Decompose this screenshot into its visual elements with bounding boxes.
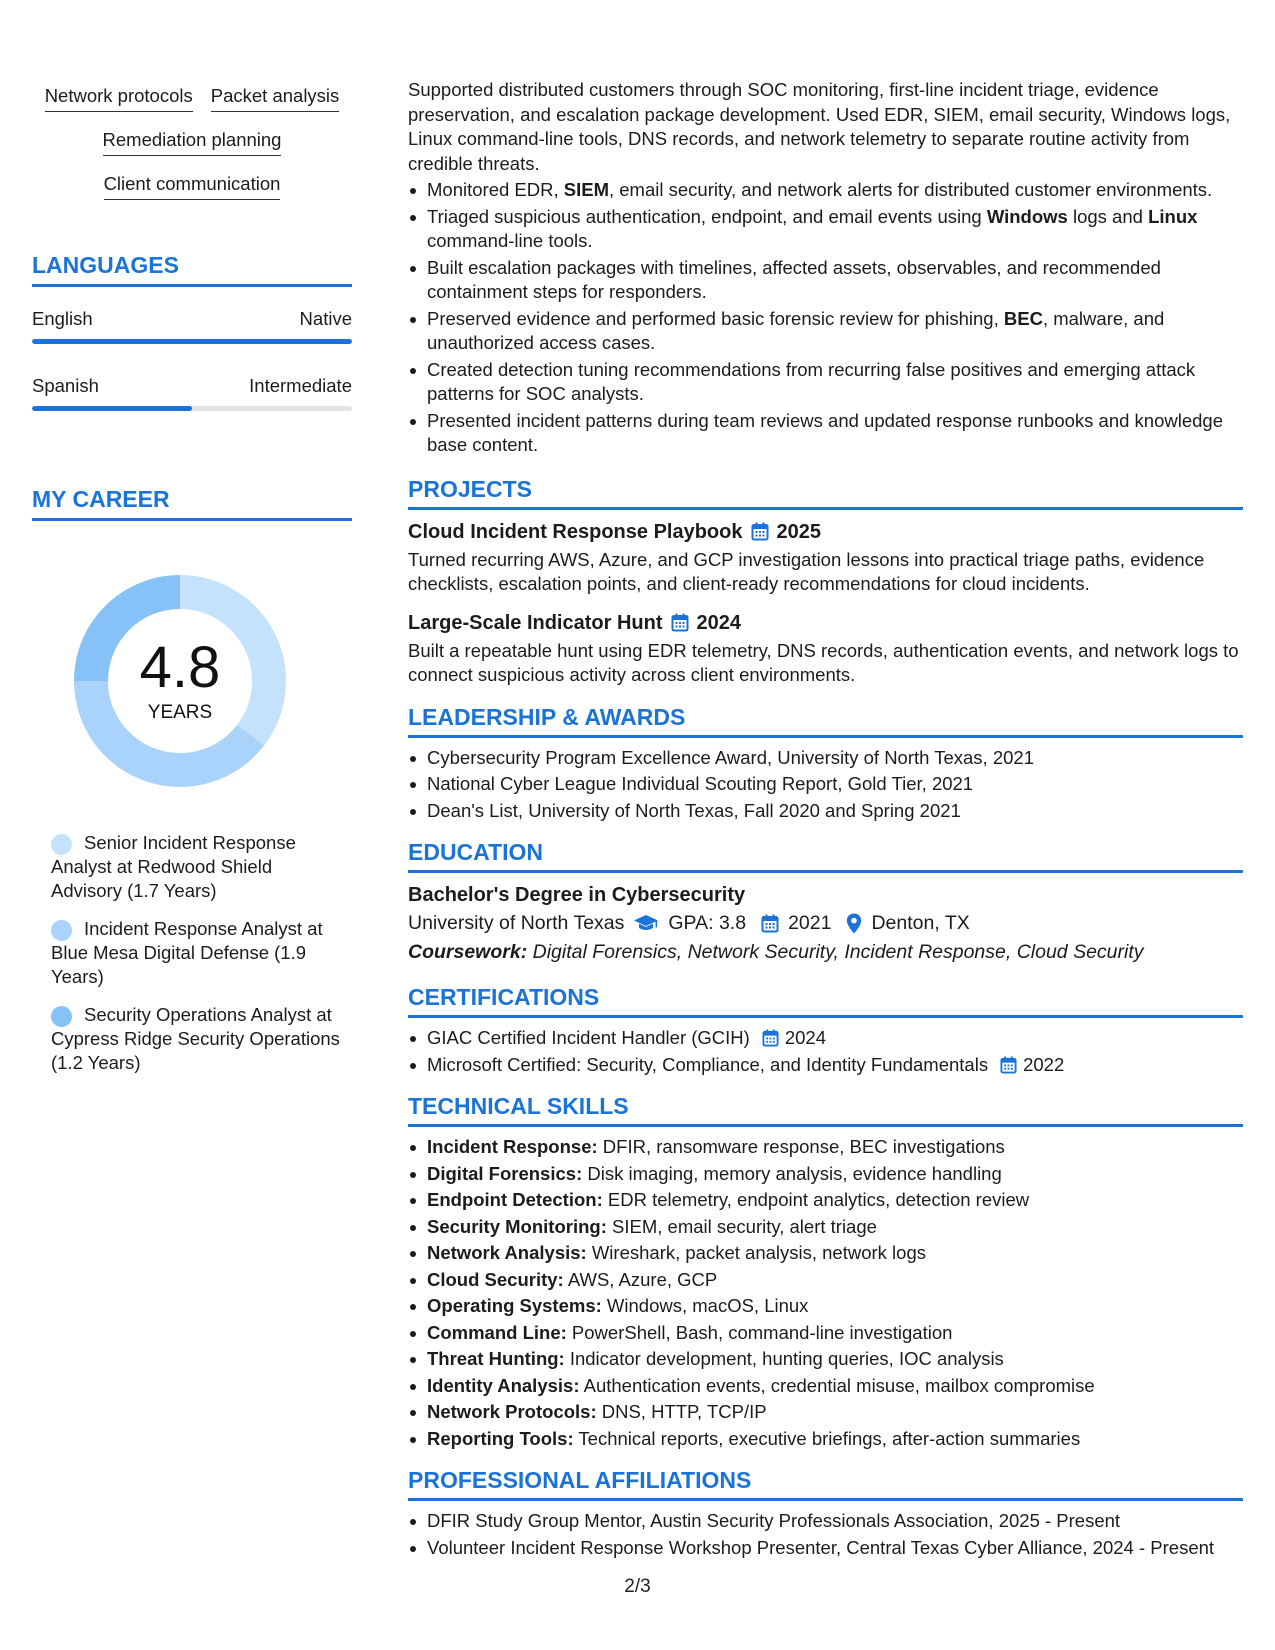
skill-value: PowerShell, Bash, command-line investigation — [571, 1321, 953, 1343]
skill-label: Security Monitoring: — [427, 1215, 607, 1237]
bullet-text: Triaged suspicious authentication, endpoint, and email events using — [427, 205, 987, 227]
skill-value: Technical reports, executive briefings, after-action summaries — [578, 1427, 1081, 1449]
list-item: National Cyber League Individual Scouting Report, Gold Tier, 2021 — [408, 772, 1243, 797]
skill-value: Indicator development, hunting queries, IOC analysis — [569, 1348, 1004, 1369]
career-legend — [32, 831, 352, 1075]
skill-item — [408, 1135, 1243, 1160]
skill-label: Identity Analysis: — [427, 1374, 580, 1396]
career-heading: MY CAREER — [32, 484, 352, 521]
school-name: University of North Texas — [408, 912, 625, 934]
skill-tag: Network protocols — [45, 84, 193, 112]
list-item: DFIR Study Group Mentor, Austin Security Professionals Association, 2025 - Present — [408, 1509, 1243, 1534]
project-item — [408, 518, 1243, 597]
experience-bullets — [408, 178, 1243, 458]
education-heading: EDUCATION — [408, 837, 1243, 873]
skill-label: Digital Forensics: — [427, 1162, 583, 1184]
legend-dot — [51, 920, 72, 941]
career-legend-item — [51, 831, 341, 903]
page-number: 2/3 — [624, 1576, 651, 1597]
bullet-text: Monitored EDR, — [427, 179, 564, 200]
experience-bullet — [408, 358, 1243, 407]
bullet-text: , email security, and network alerts for distributed customer environments. — [608, 179, 1213, 200]
project-title: Cloud Incident Response Playbook — [408, 520, 743, 543]
certification-item — [408, 1053, 1243, 1078]
graduation-year: 2021 — [788, 912, 832, 934]
skill-item — [408, 1188, 1243, 1213]
calendar-icon — [1000, 1056, 1017, 1074]
bullet-keyword: SIEM — [563, 179, 609, 200]
language-name: English — [32, 308, 93, 329]
certification-name: GIAC Certified Incident Handler (GCIH) — [427, 1027, 750, 1048]
education-item — [408, 881, 1243, 966]
career-total-years: 4.8 — [139, 635, 221, 700]
experience-bullet — [408, 256, 1243, 305]
technical-skills-list — [408, 1135, 1243, 1451]
project-title: Large-Scale Indicator Hunt — [408, 611, 663, 634]
certifications-list — [408, 1026, 1243, 1077]
affiliations-list — [408, 1509, 1243, 1560]
career-donut-chart — [64, 565, 296, 797]
bullet-text: Built escalation packages with timelines, affected assets, observables, and recommended containment steps for responders. — [427, 256, 1161, 302]
projects-heading: PROJECTS — [408, 474, 1243, 510]
project-year: 2024 — [696, 611, 741, 634]
technical-skills-heading: TECHNICAL SKILLS — [408, 1091, 1243, 1127]
language-level-bar — [32, 339, 352, 344]
list-item: Volunteer Incident Response Workshop Presenter, Central Texas Cyber Alliance, 2024 - Present — [408, 1536, 1243, 1561]
coursework — [408, 938, 1243, 966]
skill-value: DNS, HTTP, TCP/IP — [601, 1401, 767, 1422]
career-section — [32, 484, 352, 1075]
graduation-cap-icon — [633, 913, 659, 933]
career-legend-item — [51, 1003, 341, 1075]
languages-section — [32, 250, 352, 411]
bullet-keyword: BEC — [1003, 307, 1043, 329]
career-legend-text: Senior Incident Response Analyst at Redwood Shield Advisory (1.7 Years) — [51, 832, 296, 901]
skill-label: Network Analysis: — [427, 1242, 587, 1263]
certification-name: Microsoft Certified: Security, Compliance, and Identity Fundamentals — [427, 1053, 989, 1075]
skill-item — [408, 1241, 1243, 1266]
skill-item — [408, 1215, 1243, 1240]
skill-tag: Packet analysis — [211, 84, 340, 112]
skill-tag: Remediation planning — [103, 128, 282, 156]
certification-item — [408, 1026, 1243, 1051]
skill-label: Command Line: — [427, 1321, 567, 1343]
skill-value: Windows, macOS, Linux — [606, 1295, 809, 1316]
certification-year: 2022 — [1023, 1053, 1065, 1075]
degree-title: Bachelor's Degree in Cybersecurity — [408, 884, 746, 906]
coursework-value: Digital Forensics, Network Security, Incident Response, Cloud Security — [532, 941, 1144, 963]
career-legend-text: Incident Response Analyst at Blue Mesa Digital Defense (1.9 Years) — [51, 918, 323, 987]
skill-value: SIEM, email security, alert triage — [612, 1215, 877, 1237]
skill-tag: Client communication — [104, 172, 281, 200]
leadership-list — [408, 746, 1243, 824]
language-item — [32, 307, 352, 344]
skill-value: EDR telemetry, endpoint analytics, detection review — [607, 1189, 1030, 1210]
language-level: Native — [299, 308, 352, 329]
skill-item — [408, 1294, 1243, 1319]
calendar-icon — [762, 1029, 779, 1047]
leadership-heading: LEADERSHIP & AWARDS — [408, 702, 1243, 738]
skill-item — [408, 1427, 1243, 1452]
bullet-keyword: Linux — [1148, 205, 1198, 227]
sidebar — [32, 84, 352, 1089]
bullet-text: Created detection tuning recommendations from recurring false positives and emerging attack patterns for SOC analysts. — [427, 358, 1196, 404]
skill-label: Cloud Security: — [427, 1268, 564, 1290]
career-legend-item — [51, 917, 341, 989]
language-level-fill — [32, 339, 352, 344]
project-description: Built a repeatable hunt using EDR telemetry, DNS records, authentication events, and network logs to connect suspicious activity across client environments. — [408, 639, 1239, 685]
skill-label: Operating Systems: — [427, 1295, 602, 1316]
bullet-text: Preserved evidence and performed basic forensic review for phishing, — [427, 307, 1004, 329]
affiliations-heading: PROFESSIONAL AFFILIATIONS — [408, 1465, 1243, 1501]
calendar-icon — [761, 914, 779, 933]
certification-year: 2024 — [784, 1027, 826, 1048]
career-total-unit: YEARS — [147, 702, 213, 723]
skill-value: Authentication events, credential misuse, mailbox compromise — [583, 1374, 1095, 1396]
skill-item — [408, 1374, 1243, 1399]
skill-label: Reporting Tools: — [427, 1427, 574, 1449]
languages-heading: LANGUAGES — [32, 250, 352, 287]
experience-bullet — [408, 307, 1243, 356]
map-pin-icon — [846, 913, 862, 934]
bullet-text: logs and — [1067, 205, 1149, 227]
experience-bullet — [408, 178, 1243, 203]
skill-label: Endpoint Detection: — [427, 1189, 603, 1210]
skill-item — [408, 1400, 1243, 1425]
bullet-text: Presented incident patterns during team reviews and updated response runbooks and knowledge base content. — [427, 409, 1224, 455]
experience-bullet — [408, 409, 1243, 458]
calendar-icon — [671, 613, 689, 632]
skill-label: Threat Hunting: — [427, 1348, 565, 1369]
skill-item — [408, 1347, 1243, 1372]
skill-label: Network Protocols: — [427, 1401, 597, 1422]
skill-tags — [32, 84, 352, 200]
legend-dot — [51, 834, 72, 855]
gpa: GPA: 3.8 — [668, 912, 747, 934]
school-location: Denton, TX — [871, 912, 970, 934]
list-item: Dean's List, University of North Texas, Fall 2020 and Spring 2021 — [408, 799, 1243, 824]
skill-value: Disk imaging, memory analysis, evidence handling — [587, 1162, 1002, 1184]
career-legend-text: Security Operations Analyst at Cypress Ridge Security Operations (1.2 Years) — [51, 1004, 340, 1073]
language-item — [32, 374, 352, 411]
language-level-bar — [32, 406, 352, 411]
project-item — [408, 609, 1243, 688]
language-level: Intermediate — [249, 375, 352, 396]
skill-value: DFIR, ransomware response, BEC investigations — [602, 1136, 1005, 1157]
list-item: Cybersecurity Program Excellence Award, University of North Texas, 2021 — [408, 746, 1243, 771]
main-content — [408, 78, 1243, 1560]
skill-item — [408, 1268, 1243, 1293]
skill-label: Incident Response: — [427, 1136, 598, 1157]
legend-dot — [51, 1006, 72, 1027]
calendar-icon — [751, 522, 769, 541]
certifications-heading: CERTIFICATIONS — [408, 982, 1243, 1018]
language-level-fill — [32, 406, 192, 411]
language-name: Spanish — [32, 375, 99, 396]
skill-item — [408, 1162, 1243, 1187]
bullet-keyword: Windows — [986, 205, 1068, 227]
project-year: 2025 — [776, 520, 821, 543]
bullet-text: , malware, and unauthorized access cases. — [427, 307, 1165, 353]
skill-value: AWS, Azure, GCP — [567, 1268, 718, 1290]
skill-item — [408, 1321, 1243, 1346]
experience-summary: Supported distributed customers through SOC monitoring, first-line incident triage, evidence preservation, and escalation package development. Used EDR, SIEM, email security, Windows logs, Linux command-line tools, DNS records, and network telemetry to separate routine activity from credible threats. — [408, 79, 1231, 174]
bullet-text: command-line tools. — [427, 230, 593, 251]
project-description: Turned recurring AWS, Azure, and GCP investigation lessons into practical triage paths, evidence checklists, escalation points, and client-ready recommendations for cloud incidents. — [408, 548, 1205, 594]
experience-bullet — [408, 205, 1243, 254]
skill-value: Wireshark, packet analysis, network logs — [591, 1242, 926, 1263]
coursework-label: Coursework: — [408, 941, 528, 963]
